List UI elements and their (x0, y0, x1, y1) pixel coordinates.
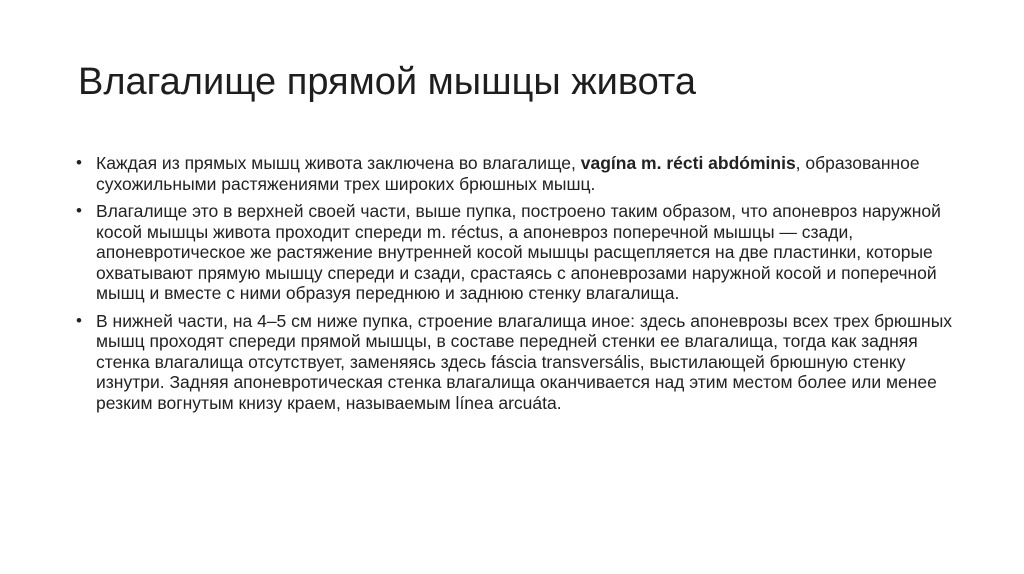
bullet-text (96, 153, 920, 194)
bullet-text-part: Каждая из прямых мышц живота заключена во влагалище, (96, 153, 581, 173)
bullet-text-part: , образованное сухожильными растяжениями трех широких брюшных мышц. (96, 153, 920, 194)
bullet-item (76, 311, 956, 414)
bullet-icon: • (76, 153, 82, 172)
latin-term: vagína m. récti abdóminis (580, 153, 796, 173)
bullet-list (76, 153, 956, 420)
bullet-text-part: В нижней части, на 4–5 см ниже пупка, строение влагалища иное: здесь апоневрозы всех трех брюшных мышц проходят спереди прямой мышцы, в составе передней стенки ее влагалища, тогда как задняя стенка влагалища отсутствует, заменяясь здесь fáscia transversális, выстилающей брюшную стенку изнутри. Задняя апоневротическая стенка влагалища оканчивается над этим местом более или менее резким вогнутым книзу краем, называемым línea arcuáta. (96, 310, 953, 413)
bullet-item (76, 153, 956, 194)
bullet-text (96, 201, 941, 303)
bullet-item (76, 201, 956, 304)
bullet-text (96, 311, 952, 413)
bullet-text-part: Влагалище это в верхней своей части, выше пупка, построено таким образом, что апоневроз наружной косой мышцы живота проходит спереди m. réctus, а апоневроз поперечной мышцы — сзади, апоневротическое же растяжение внутренней косой мышцы расщепляется на две пластинки, которые охватывают прямую мышцу спереди и сзади, срастаясь с апоневрозами наружной косой и поперечной мышц и вместе с ними образуя переднюю и заднюю стенку влагалища. (96, 201, 941, 303)
bullet-icon: • (76, 201, 82, 220)
slide-title: Влагалище прямой мышцы живота (78, 61, 697, 103)
bullet-icon: • (76, 310, 82, 330)
